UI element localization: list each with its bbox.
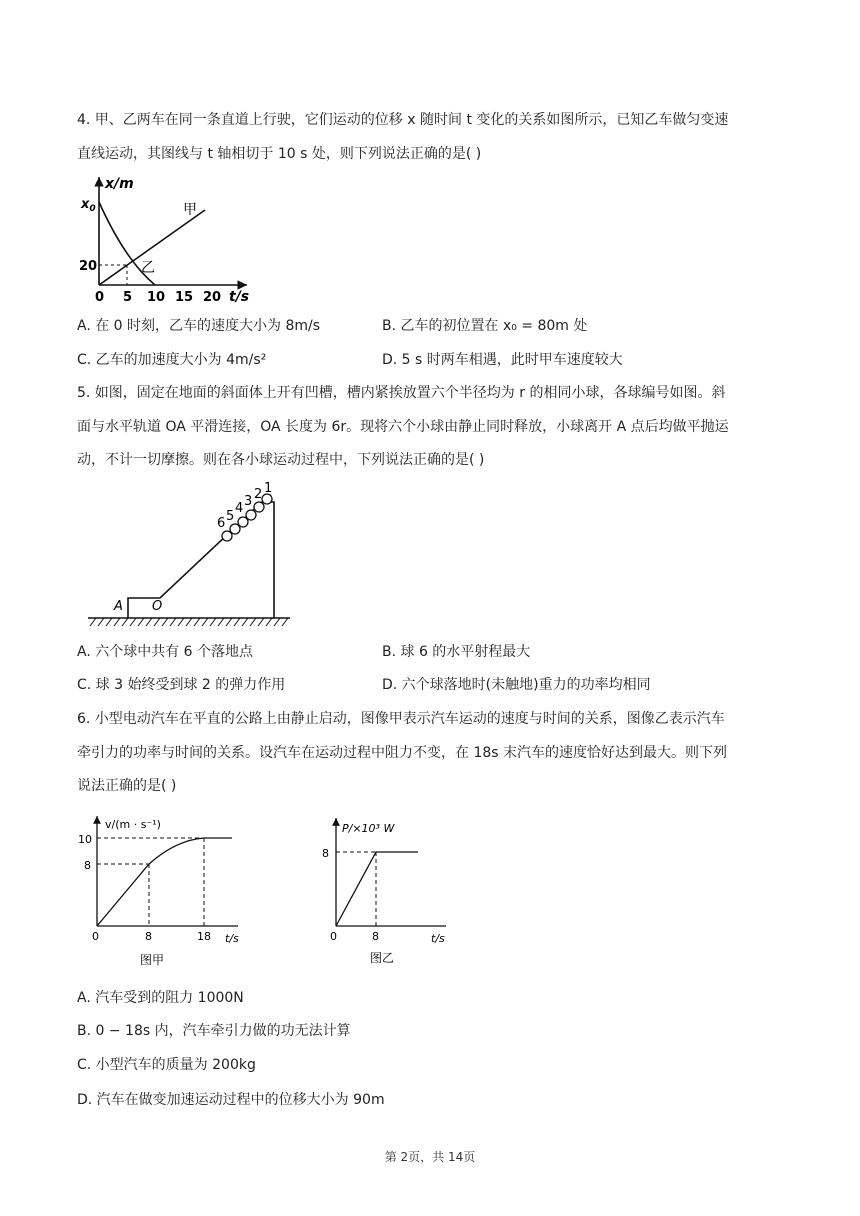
q6-jia-caption: 图甲 xyxy=(140,953,165,967)
q5-ground-hatching xyxy=(90,618,288,626)
q5-option-b: B. 球 6 的水平射程最大 xyxy=(382,644,531,660)
q5-stem-line3: 动，不计一切摩擦。则在各小球运动过程中，下列说法正确的是( ) xyxy=(77,452,485,468)
q6-jia-y-tick-8: 8 xyxy=(84,859,91,872)
q6-jia-x-tick-8: 8 xyxy=(145,930,152,943)
q4-stem-line1: 4. 甲、乙两车在同一条直道上行驶，它们运动的位移 x 随时间 t 变化的关系如图所示，已知乙车做匀变速 xyxy=(77,112,729,128)
q6-option-b: B. 0 − 18s 内，汽车牵引力做的功无法计算 xyxy=(77,1023,351,1039)
q5-label-o: O xyxy=(152,599,163,614)
q6-pt-graph-yi xyxy=(318,814,458,970)
q4-xt-graph xyxy=(75,172,265,307)
q4-option-d: D. 5 s 时两车相遇，此时甲车速度较大 xyxy=(382,352,623,368)
q5-ball-num-1: 1 xyxy=(264,481,273,496)
q5-stem-line1: 5. 如图，固定在地面的斜面体上开有凹槽，槽内紧挨放置六个半径均为 r 的相同小球，各球编号如图。斜 xyxy=(77,385,726,401)
q4-x-axis-label: t/s xyxy=(229,289,250,305)
q4-y-tick-20: 20 xyxy=(79,259,98,274)
q5-ball-num-4: 4 xyxy=(235,501,244,516)
q4-x0-label: $x_0$ xyxy=(81,197,96,214)
q5-ball-num-6: 6 xyxy=(217,516,226,531)
q4-x-tick-5: 5 xyxy=(123,290,133,305)
q4-x-tick-0: 0 xyxy=(95,290,105,305)
q6-yi-x-tick-0: 0 xyxy=(330,930,337,943)
q5-ball-num-2: 2 xyxy=(254,487,263,502)
q5-ball-num-5: 5 xyxy=(226,509,235,524)
q5-label-a: A xyxy=(114,599,123,614)
q5-option-d: D. 六个球落地时(未触地)重力的功率均相同 xyxy=(382,677,651,693)
q4-x-tick-20: 20 xyxy=(203,290,222,305)
q5-ball-5 xyxy=(230,524,240,534)
q4-stem-line2: 直线运动，其图线与 t 轴相切于 10 s 处，则下列说法正确的是( ) xyxy=(77,146,482,162)
q6-jia-y-axis-label: v/(m · s⁻¹) xyxy=(105,818,161,831)
q6-stem-line3: 说法正确的是( ) xyxy=(77,778,177,794)
q4-option-a: A. 在 0 时刻，乙车的速度大小为 8m/s xyxy=(77,318,321,334)
q6-stem-line1: 6. 小型电动汽车在平直的公路上由静止启动，图像甲表示汽车运动的速度与时间的关系，图像乙表示汽车 xyxy=(77,711,725,727)
q6-yi-x-tick-8: 8 xyxy=(372,930,379,943)
q6-jia-x-axis-label: t/s xyxy=(225,932,239,945)
q5-ball-6 xyxy=(222,531,232,541)
q5-incline-figure xyxy=(80,478,295,633)
q4-option-b: B. 乙车的初位置在 x₀ = 80m 处 xyxy=(382,318,588,334)
q5-option-c: C. 球 3 始终受到球 2 的弹力作用 xyxy=(77,677,286,693)
q6-jia-x-tick-0: 0 xyxy=(92,930,99,943)
q5-stem-line2: 面与水平轨道 OA 平滑连接，OA 长度为 6r。现将六个小球由静止同时释放，小球离开 A 点后均做平抛运 xyxy=(77,419,729,435)
q4-x-tick-15: 15 xyxy=(175,290,194,305)
q6-jia-y-tick-10: 10 xyxy=(78,833,92,846)
q4-label-jia: 甲 xyxy=(183,202,197,218)
q6-option-c: C. 小型汽车的质量为 200kg xyxy=(77,1057,256,1073)
q6-vt-graph-jia xyxy=(78,808,248,970)
q4-option-c: C. 乙车的加速度大小为 4m/s² xyxy=(77,352,267,368)
q6-yi-y-tick-8: 8 xyxy=(322,847,329,860)
q4-x-tick-10: 10 xyxy=(147,290,166,305)
q6-yi-y-axis-label: P/×10³ W xyxy=(342,822,395,835)
page-footer: 第 2页，共 14页 xyxy=(384,1150,476,1164)
q6-stem-line2: 牵引力的功率与时间的关系。设汽车在运动过程中阻力不变，在 18s 末汽车的速度恰好达到最大。则下列 xyxy=(77,745,728,761)
q5-ball-num-3: 3 xyxy=(244,494,253,509)
q6-yi-caption: 图乙 xyxy=(370,951,395,965)
q6-option-a: A. 汽车受到的阻力 1000N xyxy=(77,990,244,1006)
q6-jia-x-tick-18: 18 xyxy=(197,930,211,943)
q4-label-yi: 乙 xyxy=(141,260,155,276)
q6-yi-curve xyxy=(336,852,418,926)
q5-ball-4 xyxy=(238,517,248,527)
q6-jia-curve xyxy=(97,838,232,926)
q5-ball-3 xyxy=(246,510,256,520)
q6-yi-x-axis-label: t/s xyxy=(431,932,445,945)
q5-option-a: A. 六个球中共有 6 个落地点 xyxy=(77,644,254,660)
q6-option-d: D. 汽车在做变加速运动过程中的位移大小为 90m xyxy=(77,1092,385,1108)
q4-y-axis-label: x/m xyxy=(105,176,134,192)
q5-ball-2 xyxy=(254,502,264,512)
